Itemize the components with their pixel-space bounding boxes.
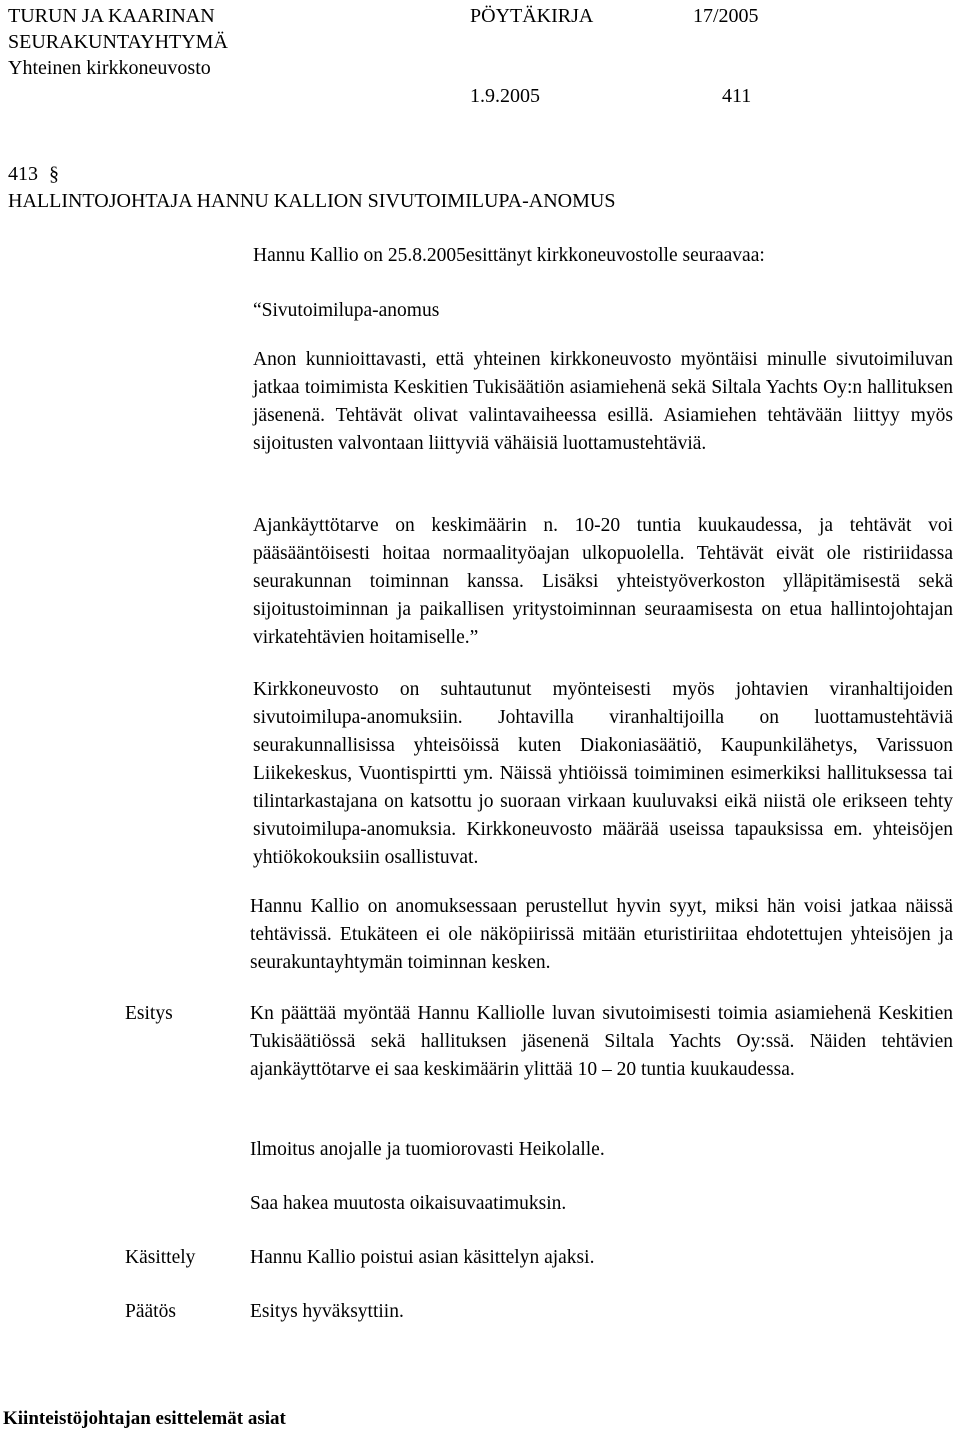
org-name-line1: TURUN JA KAARINAN — [8, 5, 215, 27]
paatos-text: Esitys hyväksyttiin. — [250, 1301, 404, 1322]
board-paragraph: Kirkkoneuvosto on suhtautunut myönteisesti myös johtavien viranhaltijoiden sivutoimilupa-anomuksiin. Johtavilla viranhaltijoilla on luottamustehtäviä seurakunnallisissa yhteisöissä kuten Diakoniasäätiö, Kaupunkilähetys, Varissuon Liikekeskus, Vuontispirtti ym. Näissä yhtiöissä toimiminen esimerkiksi hallituksessa tai tilintarkastajana on katsottu jo suoraan virkaan kuuluvaksi eikä niistä ole erikseen tehty sivutoimilupa-anomuksia. Kirkkoneuvosto määrää useissa tapauksissa em. yhteisöjen yhtiökokouksiin osallistuvat. — [253, 679, 953, 868]
notice-text: Ilmoitus anojalle ja tuomiorovasti Heikolalle. — [250, 1139, 605, 1160]
page-number: 411 — [722, 85, 752, 107]
esitys-label: Esitys — [125, 1003, 173, 1024]
quote-paragraph-1: Anon kunnioittavasti, että yhteinen kirkkoneuvosto myöntäisi minulle sivutoimiluvan jatkaa toimimista Keskitien Tukisäätiön asiamiehenä sekä Siltala Yachts Oy:n hallituksen jäsenenä. Tehtävät olivat valintavaiheessa esillä. Asiamiehen tehtävään liittyy myös sijoitusten valvontaan liittyviä vähäisiä luottamustehtäviä. — [253, 349, 953, 454]
kasittely-text: Hannu Kallio poistui asian käsittelyn ajaksi. — [250, 1247, 595, 1268]
intro-text: Hannu Kallio on 25.8.2005esittänyt kirkkoneuvostolle seuraavaa: — [253, 245, 765, 266]
esitys-text: Kn päättää myöntää Hannu Kalliolle luvan sivutoimisesti toimia asiamiehenä Keskitien Tukisäätiössä sekä hallituksen jäsenenä Siltala Yachts Oy:ssä. Näiden tehtävien ajankäyttötarve ei saa keskimäärin ylittää 10 – 20 tuntia kuukaudessa. — [250, 1003, 953, 1080]
section-number: 413 — [8, 163, 38, 185]
section-heading-number — [8, 162, 59, 186]
document-number: 17/2005 — [693, 5, 759, 27]
meeting-date: 1.9.2005 — [470, 85, 540, 107]
appeal-text: Saa hakea muutosta oikaisuvaatimuksin. — [250, 1193, 567, 1214]
org-name-line3: Yhteinen kirkkoneuvosto — [8, 57, 211, 79]
footer-heading: Kiinteistöjohtajan esittelemät asiat — [3, 1408, 286, 1429]
kallio-paragraph: Hannu Kallio on anomuksessaan perustellut hyvin syyt, miksi hän voisi jatkaa näissä tehtävissä. Etukäteen ei ole näköpiirissä mitään eturistiriitaa ehdotettujen yhteisöjen ja seurakuntayhtymän toiminnan kesken. — [250, 896, 953, 973]
quote-paragraph-2: Ajankäyttötarve on keskimäärin n. 10-20 tuntia kuukaudessa, ja tehtävät voi pääsääntöisesti hoitaa normaalityöajan ulkopuolella. Tehtävät eivät ole ristiriidassa seurakunnan toiminnan kanssa. Lisäksi yhteistyöverkoston ylläpitämisestä sekä sijoitustoiminnan ja paikallisen yritystoiminnan seuraamisesta on etua hallintojohtajan virkatehtävien hoitamiselle.” — [253, 515, 953, 648]
section-title: HALLINTOJOHTAJA HANNU KALLION SIVUTOIMILUPA-ANOMUS — [8, 190, 616, 212]
document-type: PÖYTÄKIRJA — [470, 5, 594, 27]
paatos-label: Päätös — [125, 1301, 176, 1322]
org-name-line2: SEURAKUNTAYHTYMÄ — [8, 31, 228, 53]
section-symbol: § — [49, 163, 59, 185]
quote-title: “Sivutoimilupa-anomus — [253, 300, 440, 321]
kasittely-label: Käsittely — [125, 1247, 196, 1268]
